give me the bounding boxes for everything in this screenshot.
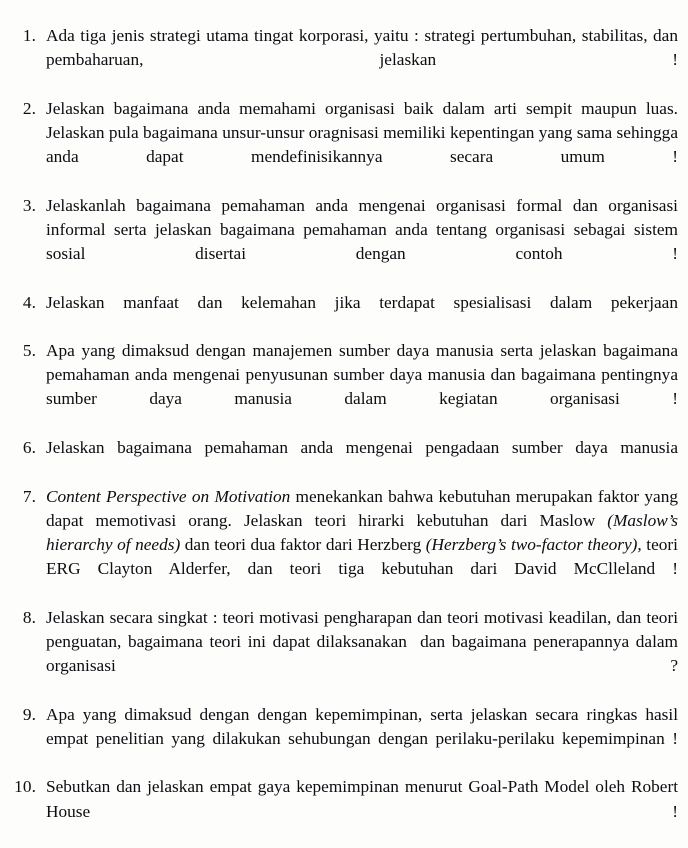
question-number: 7. (22, 486, 36, 506)
question-number: 6. (22, 438, 36, 458)
question-number: 8. (22, 607, 36, 627)
question-text: Apa yang dimaksud dengan dengan kepemimpinan, serta jelaskan secara ringkas hasil empat penelitian yang dilakukan sehubungan dengan perilaku-perilaku kepemimpinan ! (46, 704, 683, 748)
question-text: Ada tiga jenis strategi utama tingat korporasi, yaitu : strategi pertumbuhan, stabilitas, dan pembaharuan, jelaskan ! (46, 26, 683, 70)
question-text: Apa yang dimaksud dengan manajemen sumber daya manusia serta jelaskan bagaimana pemahaman anda mengenai penyusunan sumber daya manusia dan bagaimana pentingnya sumber daya manusia dalam kegiatan organisasi ! (46, 341, 683, 409)
question-number: 4. (22, 292, 36, 312)
question-text-italic-segment: (Herzberg’s two-factor theory), (425, 534, 642, 554)
question-item (10, 606, 683, 702)
question-text-segment: teori ERG Clayton Alderfer, dan teori tiga kebutuhan dari David McClleland ! (46, 534, 683, 579)
question-item (10, 339, 683, 435)
question-text-italic-segment: Content Perspective on Motivation (46, 486, 291, 506)
question-item (10, 97, 683, 193)
question-item (10, 436, 678, 484)
question-number: 5. (22, 341, 36, 361)
question-text: Jelaskanlah bagaimana pemahaman anda mengenai organisasi formal dan organisasi informal serta jelaskan bagaimana pemahaman anda tentang organisasi sebagai sistem sosial disertai dengan contoh ! (46, 195, 683, 263)
question-number: 1. (22, 26, 36, 45)
question-item (10, 485, 683, 605)
question-text-italic-segment: (Maslow’s hierarchy of needs) (46, 510, 683, 554)
question-text (36, 485, 683, 605)
question-item (10, 24, 683, 96)
question-text-segment: menekankan bahwa kebutuhan merupakan faktor yang dapat memotivasi orang. Jelaskan teori hirarki kebutuhan dari Maslow (46, 486, 683, 530)
question-text-segment: dan teori dua faktor dari Herzberg (180, 534, 426, 554)
question-text: Sebutkan dan jelaskan empat gaya kepemimpinan menurut Goal-Path Model oleh Robert House ! (46, 777, 683, 821)
question-text: Jelaskan manfaat dan kelemahan jika terdapat spesialisasi dalam pekerjaan (46, 292, 678, 312)
question-item (10, 194, 683, 290)
question-item (10, 703, 683, 775)
question-number: 2. (22, 98, 36, 118)
question-text: Jelaskan bagaimana anda memahami organisasi baik dalam arti sempit maupun luas. Jelaskan pula bagaimana unsur-unsur oragnisasi memiliki kepentingan yang sama sehingga anda dapat mendefinisikannya secara umum ! (46, 98, 683, 166)
question-item (10, 775, 683, 847)
question-text: Jelaskan secara singkat : teori motivasi pengharapan dan teori motivasi keadilan, dan teori penguatan, bagaimana teori ini dapat dilaksanakan dan bagaimana penerapannya dalam organisasi ? (46, 607, 683, 675)
question-text: Jelaskan bagaimana pemahaman anda mengenai pengadaan sumber daya manusia (46, 438, 678, 458)
question-item (10, 291, 678, 339)
question-number: 10. (14, 777, 36, 797)
question-number: 9. (22, 704, 36, 724)
question-number: 3. (22, 195, 36, 215)
